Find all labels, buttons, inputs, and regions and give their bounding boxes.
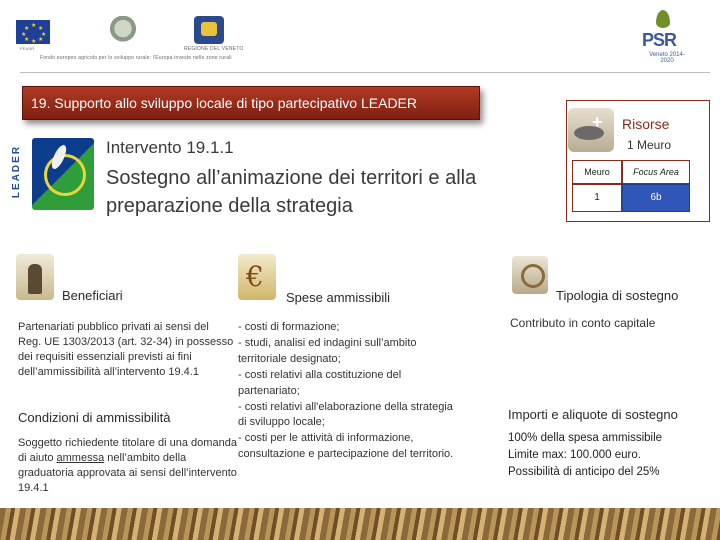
eye-plus-icon: + — [568, 108, 614, 152]
italy-emblem-icon — [108, 16, 138, 44]
beneficiari-text: Partenariati pubblico privati ai sensi del Reg. UE 1303/2013 (art. 32-34) in possesso dei requisiti essenziali previsti ai fini dell’ammissibilità all’intervento 19.4.1 — [18, 321, 234, 378]
eu-flag-icon: ★ ★ ★ ★ ★ ★ ★ ★ — [16, 20, 50, 44]
risorse-label: Risorse — [622, 116, 670, 132]
spese-line: consultazione e partecipazione del territorio. — [238, 448, 454, 461]
psr-logo-text: PSR — [642, 30, 677, 50]
importi-line: Limite max: 100.000 euro. — [508, 449, 641, 461]
spese-line: - costi per le attività di informazione, — [238, 432, 414, 445]
veneto-caption: REGIONE DEL VENETO — [184, 46, 244, 52]
table-cell-meuro: 1 — [572, 184, 622, 212]
header-divider — [20, 72, 710, 73]
table-cell-focus-area: 6b — [622, 184, 690, 212]
intervento-code: Intervento 19.1.1 — [106, 138, 234, 157]
spese-line: di sviluppo locale; — [238, 416, 325, 429]
condizioni-text — [18, 436, 240, 496]
importi-line: Possibilità di anticipo del 25% — [508, 466, 660, 478]
importi-list — [508, 430, 662, 481]
veneto-logo-icon — [194, 16, 224, 44]
table-header-meuro: Meuro — [572, 160, 622, 184]
eu-tagline: Fondo europeo agricolo per lo sviluppo rurale: l'Europa investe nelle zone rurali — [40, 55, 232, 61]
psr-logo-sub: Veneto 2014-2020 — [649, 52, 685, 64]
spese-line: - costi di formazione; — [238, 321, 340, 333]
spese-heading: Spese ammissibili — [286, 290, 391, 305]
farmer-icon — [16, 254, 54, 300]
hand-coin-icon — [512, 256, 548, 294]
leader-logo-icon: LEADER — [18, 136, 94, 212]
condizioni-text-after: nell’ambito della graduatoria approvata ai sensi dell’intervento 19.4.1 — [18, 452, 237, 494]
tipologia-heading: Tipologia di sostegno — [556, 288, 679, 303]
intervento-title: Sostegno all’animazione dei territori e alla preparazione della strategia — [106, 167, 477, 217]
page-title: 19. Supporto allo sviluppo locale di tipo partecipativo LEADER — [31, 95, 418, 111]
importi-line: 100% della spesa ammissibile — [508, 432, 663, 444]
condizioni-text-underlined: ammessa — [56, 452, 105, 464]
psr-logo-icon — [640, 8, 686, 64]
tipologia-text: Contributo in conto capitale — [510, 316, 656, 330]
table-header-focus-area: Focus Area — [622, 160, 690, 184]
risorse-amount: 1 Meuro — [627, 138, 672, 152]
spese-list — [238, 320, 500, 463]
wheat-banner — [0, 508, 720, 540]
spese-line: - costi relativi all'elaborazione della strategia — [238, 400, 453, 413]
spese-line: - studi, analisi ed indagini sull’ambito — [238, 336, 417, 349]
spese-line: partenariato; — [238, 384, 300, 397]
title-bar — [22, 86, 480, 120]
spese-line: territoriale designato; — [238, 352, 341, 365]
condizioni-heading: Condizioni di ammissibilità — [18, 410, 171, 425]
leaf-icon — [656, 10, 670, 28]
importi-heading: Importi e aliquote di sostegno — [508, 407, 678, 422]
eu-caption: FEASR — [20, 46, 35, 51]
beneficiari-heading: Beneficiari — [62, 288, 123, 303]
spese-line: - costi relativi alla costituzione del — [238, 368, 402, 381]
condizioni-text-before: Soggetto richiedente titolare di una domanda di aiuto — [18, 437, 237, 464]
euro-icon: € — [238, 254, 276, 300]
